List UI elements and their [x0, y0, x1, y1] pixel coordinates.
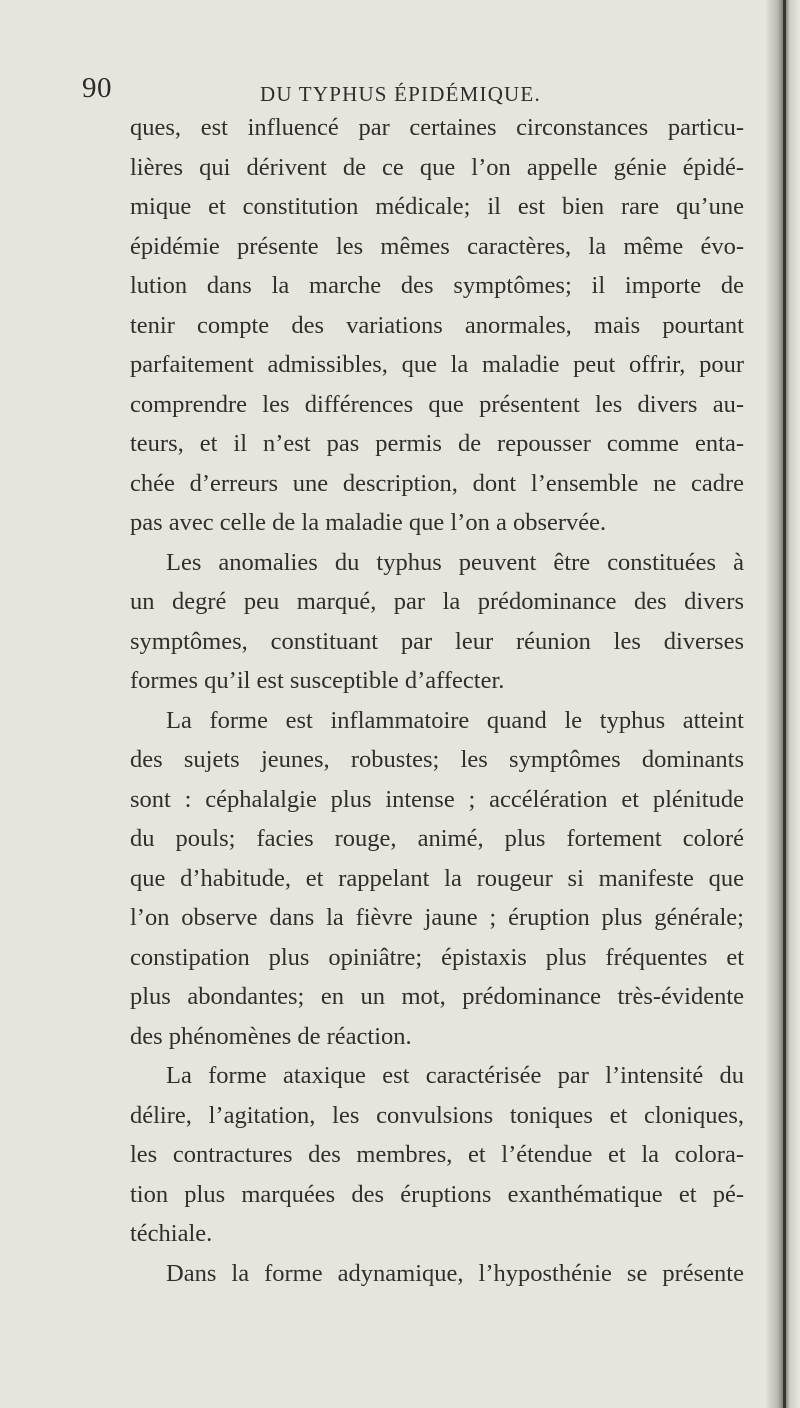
text-line: épidémie présente les mêmes caractères, la même évo-	[130, 232, 744, 260]
running-title: DU TYPHUS ÉPIDÉMIQUE.	[260, 82, 541, 106]
text-line: des sujets jeunes, robustes; les symptômes dominants	[130, 746, 744, 773]
text-line: tion plus marquées des éruptions exanthématique et pé-	[130, 1180, 744, 1208]
text-line: les contractures des membres, et l’étendue et la colora-	[130, 1141, 744, 1168]
text-line: du pouls; facies rouge, animé, plus fortement coloré	[130, 825, 744, 852]
text-line: l’on observe dans la fièvre jaune ; éruption plus générale;	[130, 904, 744, 931]
text-line: ques, est influencé par certaines circonstances particu-	[130, 114, 744, 141]
text-line: tenir compte des variations anormales, mais pourtant	[130, 311, 744, 339]
text-line: La forme est inflammatoire quand le typhus atteint	[166, 706, 744, 734]
text-line: lution dans la marche des symptômes; il importe de	[130, 272, 744, 299]
text-line: mique et constitution médicale; il est bien rare qu’une	[130, 193, 744, 220]
page-number: 90	[82, 72, 112, 104]
running-head	[82, 68, 742, 108]
text-line: parfaitement admissibles, que la maladie peut offrir, pour	[130, 351, 744, 378]
text-line: que d’habitude, et rappelant la rougeur si manifeste que	[130, 864, 744, 892]
text-line: Les anomalies du typhus peuvent être constituées à	[166, 548, 744, 576]
body-text	[130, 108, 744, 1293]
text-line: Dans la forme adynamique, l’hyposthénie se présente	[166, 1259, 744, 1287]
text-line: lières qui dérivent de ce que l’on appelle génie épidé-	[130, 153, 744, 181]
text-line: sont : céphalalgie plus intense ; accélération et plénitude	[130, 785, 744, 813]
text-line: comprendre les différences que présentent les divers au-	[130, 390, 744, 418]
text-line: téchiale.	[130, 1220, 213, 1247]
text-line: délire, l’agitation, les convulsions toniques et cloniques,	[130, 1101, 744, 1129]
text-line: des phénomènes de réaction.	[130, 1022, 412, 1050]
text-line: un degré peu marqué, par la prédominance des divers	[130, 588, 744, 615]
text-line: symptômes, constituant par leur réunion les diverses	[130, 627, 744, 655]
text-line: La forme ataxique est caractérisée par l’intensité du	[166, 1062, 744, 1089]
text-line: constipation plus opiniâtre; épistaxis plus fréquentes et	[130, 943, 744, 971]
text-line: chée d’erreurs une description, dont l’ensemble ne cadre	[130, 469, 744, 497]
text-line: teurs, et il n’est pas permis de repousser comme enta-	[130, 430, 744, 457]
binding-edge	[783, 0, 786, 1408]
text-line: formes qu’il est susceptible d’affecter.	[130, 667, 505, 694]
text-line: pas avec celle de la maladie que l’on a observée.	[130, 509, 607, 536]
text-line: plus abondantes; en un mot, prédominance très-évidente	[130, 983, 744, 1010]
